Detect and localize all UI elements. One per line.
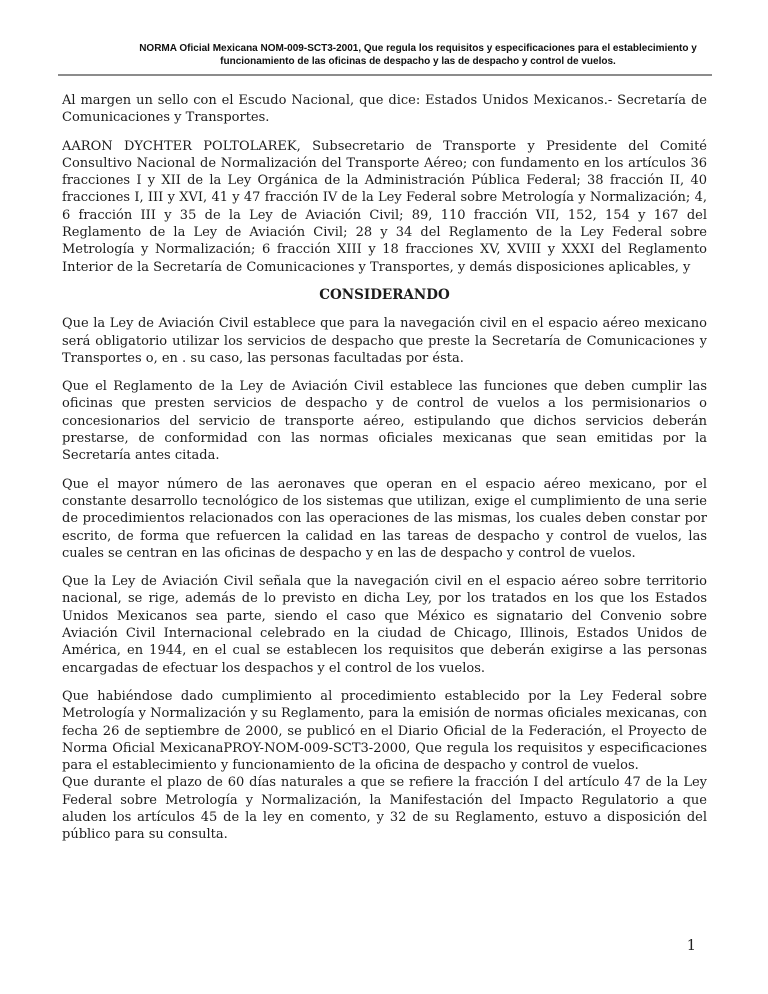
header-norm-title-line2: funcionamiento de las oficinas de despacho y las de despacho y control de vuelos.	[220, 56, 616, 67]
paragraph-considerando-1: Que la Ley de Aviación Civil establece que para la navegación civil en el espacio aéreo mexicano será obligatorio utilizar los servicios de despacho que preste la Secretaría de Comunicaciones y Transportes o, en . su caso, las personas facultadas por ésta.	[62, 316, 707, 366]
section-heading-considerando: CONSIDERANDO	[319, 286, 450, 303]
paragraph-seal-marginal: Al margen un sello con el Escudo Nacional, que dice: Estados Unidos Mexicanos.- Secretaría de Comunicaciones y Transportes.	[62, 93, 707, 126]
paragraph-preamble-legal-basis: AARON DYCHTER POLTOLAREK, Subsecretario de Transporte y Presidente del Comité Consultivo Nacional de Normalización del Transporte Aéreo; con fundamento en los artículos 36 fracciones I y XII de la Ley Orgánica de la Administración Pública Federal; 38 fracción II, 40 fracciones I, III y XVI, 41 y 47 fracción IV de la Ley Federal sobre Metrología y Normalización; 4, 6 fracción III y 35 de la Ley de Aviación Civil; 89, 110 fracción VII, 152, 154 y 167 del Reglamento de la Ley de Aviación Civil; 28 y 34 del Reglamento de la Ley Federal sobre Metrología y Normalización; 6 fracción XIII y 18 fracciones XV, XVIII y XXXI del Reglamento Interior de la Secretaría de Comunicaciones y Transportes, y demás disposiciones aplicables, y	[62, 138, 707, 275]
paragraph-considerando-5: Que habiéndose dado cumplimiento al procedimiento establecido por la Ley Federal sobre Metrología y Normalización y su Reglamento, para la emisión de normas oficiales mexicanas, con fecha 26 de septiembre de 2000, se publicó en el Diario Oficial de la Federación, el Proyecto de Norma Oficial MexicanaPROY-NOM-009-SCT3-2000, Que regula los requisitos y especificaciones para el establecimiento y funcionamiento de la oficina de despacho y control de vuelos.	[62, 688, 707, 774]
page-number: 1	[686, 938, 696, 954]
paragraph-considerando-6: Que durante el plazo de 60 días naturales a que se refiere la fracción I del artículo 47 de la Ley Federal sobre Metrología y Normalización, la Manifestación del Impacto Regulatorio a que aluden los artículos 45 de la ley en comento, y 32 de su Reglamento, estuvo a disposición del público para su consulta.	[62, 775, 707, 843]
paragraph-considerando-2: Que el Reglamento de la Ley de Aviación Civil establece las funciones que deben cumplir las oficinas que presten servicios de despacho y de control de vuelos a los permisionarios o concesionarios del servicio de transporte aéreo, estipulando que dichos servicios deberán prestarse, de conformidad con las normas oficiales mexicanas que sean emitidas por la Secretaría antes citada.	[62, 379, 707, 464]
header-norm-title-line1: NORMA Oficial Mexicana NOM-009-SCT3-2001, Que regula los requisitos y especificaciones para el establecimiento y	[139, 43, 697, 54]
header-divider-rule	[58, 74, 712, 76]
paragraph-considerando-3: Que el mayor número de las aeronaves que operan en el espacio aéreo mexicano, por el constante desarrollo tecnológico de los sistemas que utilizan, exige el cumplimiento de una serie de procedimientos relacionados con las operaciones de las mismas, los cuales deben constar por escrito, de forma que refuercen la calidad en las tareas de despacho y control de vuelos, las cuales se centran en las oficinas de despacho y en las de despacho y control de vuelos.	[62, 476, 707, 561]
document-header	[92, 42, 744, 68]
paragraph-considerando-4: Que la Ley de Aviación Civil señala que la navegación civil en el espacio aéreo sobre territorio nacional, se rige, además de lo previsto en dicha Ley, por los tratados en los que los Estados Unidos Mexicanos sea parte, siendo el caso que México es signatario del Convenio sobre Aviación Civil Internacional celebrado en la ciudad de Chicago, Illinois, Estados Unidos de América, en 1944, en el cual se establecen los requisitos que deberán exigirse a las personas encargadas de efectuar los despachos y el control de los vuelos.	[62, 574, 707, 676]
document-body	[62, 92, 707, 855]
